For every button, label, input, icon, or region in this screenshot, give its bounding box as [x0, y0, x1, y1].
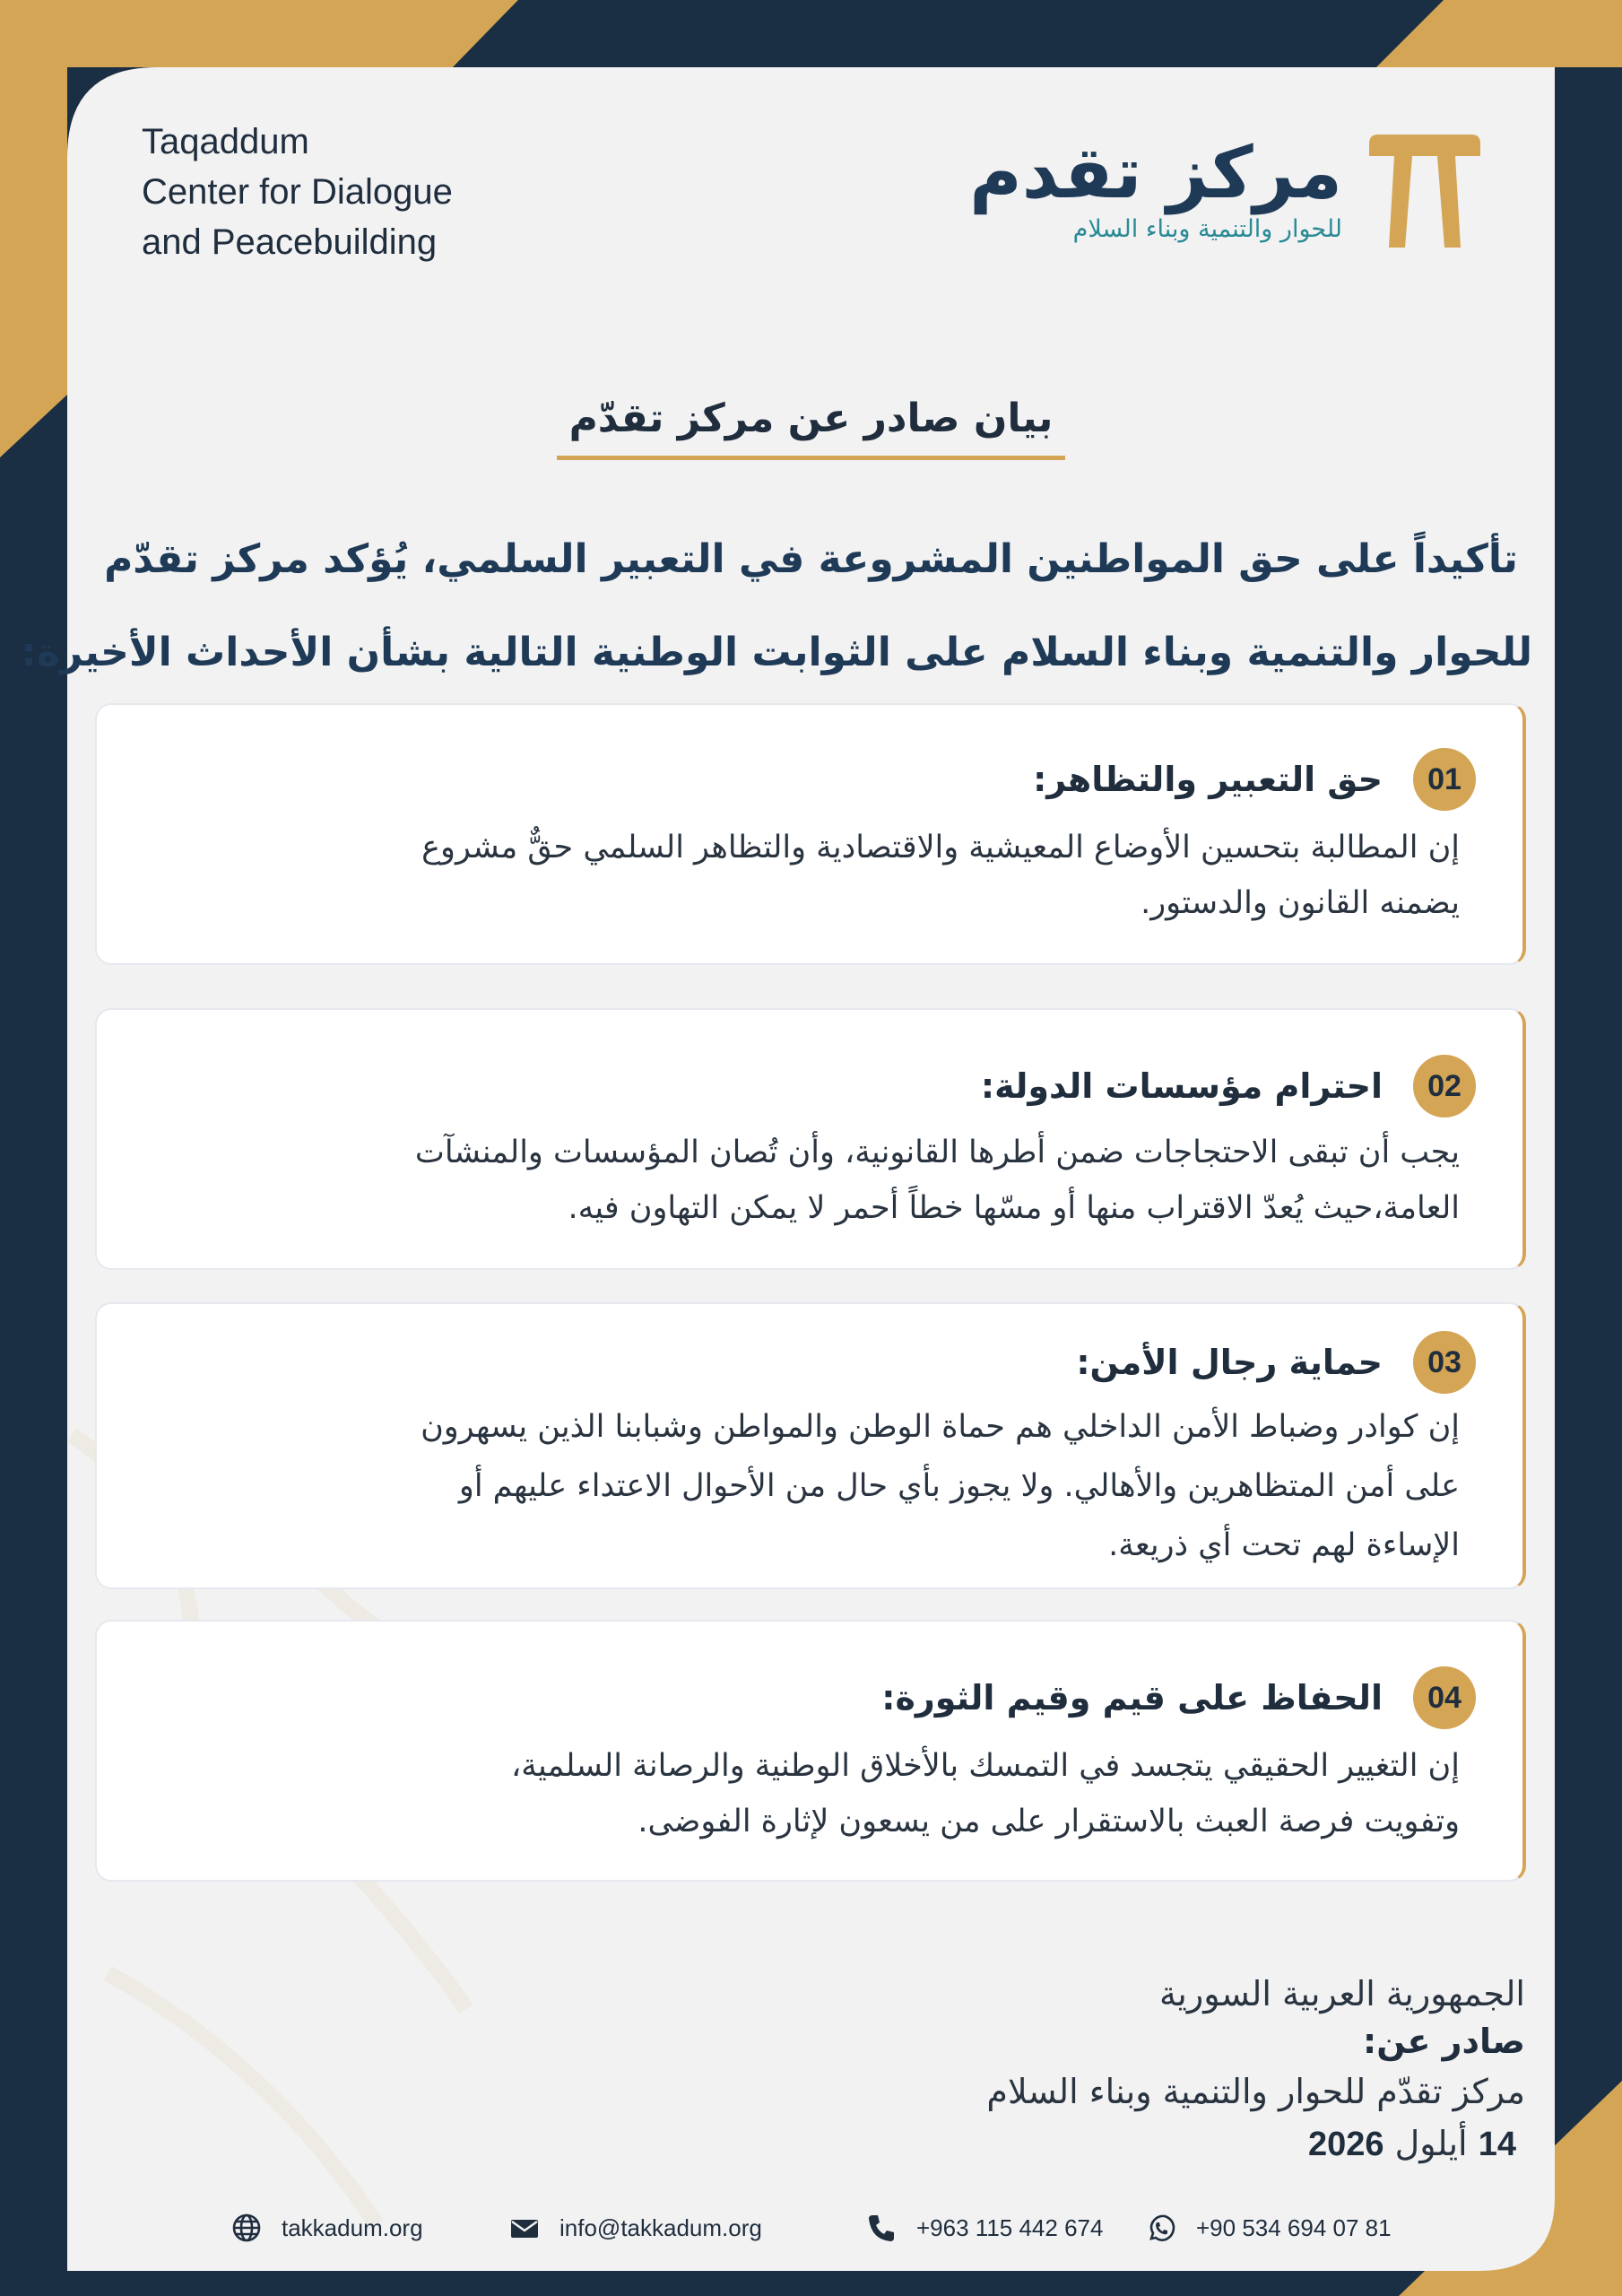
statement-item-card: [95, 1620, 1526, 1882]
statement-item-card: [95, 1302, 1526, 1589]
envelope-icon: [509, 2213, 540, 2243]
footer-website[interactable]: [231, 2208, 423, 2248]
email-text[interactable]: info@takkadum.org: [559, 2213, 762, 2241]
item-number-badge: 04: [1413, 1666, 1476, 1729]
footer-whatsapp[interactable]: [1146, 2208, 1392, 2248]
date-day: 14: [1478, 2126, 1516, 2163]
logo-main-text: مركز تقدم: [969, 131, 1342, 214]
issue-date: [986, 2118, 1516, 2170]
top-left-gold-band: [0, 0, 518, 67]
signature-block: [986, 1970, 1525, 2170]
item-title: حق التعبير والتظاهر:: [1033, 760, 1383, 799]
phone-text[interactable]: +963 115 442 674: [916, 2213, 1104, 2241]
english-org-name: [142, 117, 453, 267]
organization-logo: [969, 133, 1480, 258]
top-right-navy-band: [453, 0, 1444, 67]
item-body: [421, 1397, 1460, 1575]
item-title: الحفاظ على قيم وقيم الثورة:: [881, 1678, 1383, 1718]
item-body: [511, 1738, 1460, 1849]
footer-email[interactable]: [509, 2208, 762, 2248]
item-number-badge: 03: [1413, 1331, 1476, 1394]
item-body-line: إن كوادر وضباط الأمن الداخلي هم حماة الوطن والمواطن وشبابنا الذين يسهرون: [421, 1409, 1460, 1445]
website-text[interactable]: takkadum.org: [282, 2213, 423, 2241]
item-title: حماية رجال الأمن:: [1076, 1343, 1383, 1382]
statement-item-card: [95, 1008, 1526, 1270]
date-year: 2026: [1308, 2126, 1384, 2163]
item-header: [981, 1055, 1476, 1118]
intro-paragraph: [21, 513, 1532, 700]
item-body: [421, 820, 1460, 931]
issued-by-label: صادر عن:: [1363, 2022, 1525, 2061]
statement-title: [0, 387, 1622, 460]
english-name-line: Taqaddum: [142, 122, 309, 161]
item-body-line: وتفويت فرصة العبث بالاستقرار على من يسعون لإثارة الفوضى.: [638, 1804, 1460, 1839]
english-name-line: and Peacebuilding: [142, 222, 438, 262]
item-header: [881, 1666, 1476, 1729]
logo-sub-text: للحوار والتنمية وبناء السلام: [1072, 215, 1342, 243]
whatsapp-text[interactable]: +90 534 694 07 81: [1196, 2213, 1392, 2241]
phone-icon: [866, 2213, 897, 2243]
logo-text: [969, 133, 1342, 246]
date-month: أيلول: [1394, 2124, 1468, 2163]
globe-icon: [231, 2213, 262, 2243]
item-body-line: إن التغيير الحقيقي يتجسد في التمسك بالأخلاق الوطنية والرصانة السلمية،: [510, 1748, 1460, 1784]
statement-title-text: بيان صادر عن مركز تقدّم: [557, 387, 1066, 460]
country-name: الجمهورية العربية السورية: [1158, 1974, 1525, 2013]
item-body-line: الإساءة لهم تحت أي ذريعة.: [1108, 1527, 1460, 1563]
statement-item-card: [95, 703, 1526, 965]
item-number-badge: 02: [1413, 1055, 1476, 1118]
item-body-line: يجب أن تبقى الاحتجاجات ضمن أطرها القانونية، وأن تُصان المؤسسات والمنشآت: [414, 1135, 1460, 1170]
intro-line: تأكيداً على حق المواطنين المشروعة في التعبير السلمي، يُؤكد مركز تقدّم: [104, 536, 1518, 582]
item-body-line: إن المطالبة بتحسين الأوضاع المعيشية والاقتصادية والتظاهر السلمي حقٌّ مشروع: [421, 830, 1460, 865]
whatsapp-icon: [1146, 2213, 1176, 2243]
item-body-line: العامة،حيث يُعدّ الاقتراب منها أو مسّها خطاً أحمر لا يمكن التهاون فيه.: [568, 1190, 1460, 1226]
item-body-line: على أمن المتظاهرين والأهالي. ولا يجوز بأي حال من الأحوال الاعتداء عليهم أو: [458, 1468, 1460, 1504]
item-header: [1076, 1331, 1476, 1394]
item-header: [1033, 748, 1476, 811]
issuer-name: مركز تقدّم للحوار والتنمية وبناء السلام: [986, 2072, 1525, 2111]
item-title: احترام مؤسسات الدولة:: [980, 1066, 1383, 1106]
bottom-navy-band: [915, 2271, 1399, 2296]
item-number-badge: 01: [1413, 748, 1476, 811]
intro-line: للحوار والتنمية وبناء السلام على الثوابت الوطنية التالية بشأن الأحداث الأخيرة:: [21, 630, 1532, 675]
item-body-line: يضمنه القانون والدستور.: [1141, 885, 1460, 921]
footer-phone[interactable]: [866, 2208, 1103, 2248]
pillar-logo-icon: [1369, 133, 1480, 249]
item-body: [415, 1125, 1460, 1236]
english-name-line: Center for Dialogue: [142, 172, 453, 212]
